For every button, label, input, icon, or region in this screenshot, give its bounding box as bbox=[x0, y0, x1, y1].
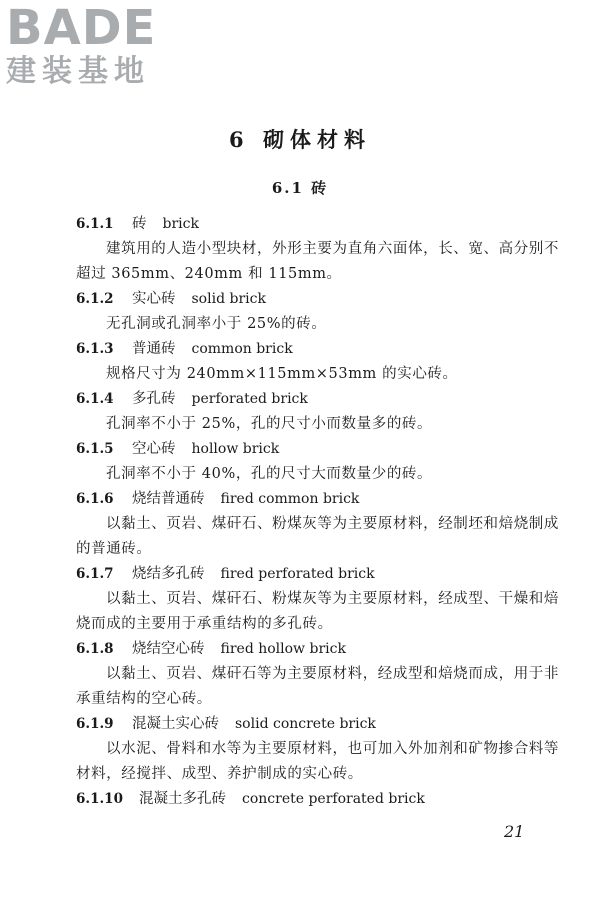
entry-term-english: solid brick bbox=[191, 291, 266, 307]
entry-term: 烧结普通砖 bbox=[132, 491, 205, 507]
glossary-entry bbox=[0, 787, 600, 812]
entry-header bbox=[0, 787, 600, 812]
entry-term-english: brick bbox=[162, 216, 199, 232]
entry-term: 烧结多孔砖 bbox=[132, 566, 205, 582]
glossary-entry bbox=[0, 212, 600, 287]
entry-definition: 以黏土、页岩、煤矸石、粉煤灰等为主要原材料，经制坯和焙烧制成的普通砖。 bbox=[76, 516, 559, 557]
entry-definition: 孔洞率不小于 25%，孔的尺寸小而数量多的砖。 bbox=[106, 416, 433, 432]
entry-term-english: fired hollow brick bbox=[220, 641, 346, 657]
entry-number: 6.1.8 bbox=[76, 641, 114, 657]
entry-header bbox=[0, 337, 600, 362]
entry-number: 6.1.1 bbox=[76, 216, 114, 232]
entry-number: 6.1.3 bbox=[76, 341, 114, 357]
entry-term: 多孔砖 bbox=[132, 391, 176, 407]
entry-term: 砖 bbox=[132, 216, 147, 232]
entry-definition: 建筑用的人造小型块材，外形主要为直角六面体，长、宽、高分别不超过 365mm、240mm 和 115mm。 bbox=[76, 241, 559, 282]
glossary-entry bbox=[0, 487, 600, 562]
entry-term-english: fired common brick bbox=[220, 491, 360, 507]
entry-header bbox=[0, 712, 600, 737]
entry-header bbox=[0, 387, 600, 412]
glossary-entry bbox=[0, 287, 600, 337]
section-title: 6.1 砖 bbox=[271, 179, 329, 197]
glossary-entry bbox=[0, 562, 600, 637]
entry-term: 烧结空心砖 bbox=[132, 641, 205, 657]
entry-header bbox=[0, 287, 600, 312]
glossary-entry bbox=[0, 712, 600, 787]
entry-number: 6.1.7 bbox=[76, 566, 114, 582]
entry-definition: 规格尺寸为 240mm×115mm×53mm 的实心砖。 bbox=[106, 366, 458, 382]
logo-wordmark: BADE bbox=[6, 0, 157, 56]
entry-number: 6.1.5 bbox=[76, 441, 114, 457]
entry-header bbox=[0, 637, 600, 662]
glossary-entry bbox=[0, 437, 600, 487]
entry-term: 普通砖 bbox=[132, 341, 176, 357]
page-number: 21 bbox=[504, 822, 525, 841]
entry-term-english: fired perforated brick bbox=[220, 566, 375, 582]
entry-term-english: concrete perforated brick bbox=[242, 791, 425, 807]
entry-definition: 以黏土、页岩、煤矸石、粉煤灰等为主要原材料，经成型、干燥和焙烧而成的主要用于承重结构的多孔砖。 bbox=[76, 591, 559, 632]
glossary-entry bbox=[0, 387, 600, 437]
glossary-entry bbox=[0, 637, 600, 712]
entry-term: 混凝土实心砖 bbox=[132, 716, 219, 732]
entry-header bbox=[0, 437, 600, 462]
entry-number: 6.1.10 bbox=[76, 791, 123, 807]
logo-subtitle: 建装基地 bbox=[6, 54, 150, 89]
entry-number: 6.1.4 bbox=[76, 391, 114, 407]
entry-header bbox=[0, 212, 600, 237]
entry-term-english: perforated brick bbox=[191, 391, 308, 407]
entry-number: 6.1.6 bbox=[76, 491, 114, 507]
entry-definition: 以水泥、骨料和水等为主要原材料，也可加入外加剂和矿物掺合料等材料，经搅拌、成型、养护制成的实心砖。 bbox=[76, 741, 559, 782]
entry-number: 6.1.2 bbox=[76, 291, 114, 307]
entry-term-english: solid concrete brick bbox=[235, 716, 376, 732]
entry-term: 实心砖 bbox=[132, 291, 176, 307]
entry-header bbox=[0, 487, 600, 512]
entry-definition: 以黏土、页岩、煤矸石等为主要原材料，经成型和焙烧而成，用于非承重结构的空心砖。 bbox=[76, 666, 559, 707]
entry-definition: 无孔洞或孔洞率小于 25%的砖。 bbox=[106, 316, 327, 332]
glossary-entry bbox=[0, 337, 600, 387]
chapter-title: 6 砌体材料 bbox=[229, 127, 371, 152]
entry-term-english: common brick bbox=[191, 341, 293, 357]
entry-term: 混凝土多孔砖 bbox=[139, 791, 226, 807]
glossary-entries bbox=[0, 212, 600, 812]
entry-term-english: hollow brick bbox=[191, 441, 280, 457]
watermark-logo bbox=[6, 0, 157, 90]
entry-number: 6.1.9 bbox=[76, 716, 114, 732]
entry-definition: 孔洞率不小于 40%，孔的尺寸大而数量少的砖。 bbox=[106, 466, 433, 482]
entry-term: 空心砖 bbox=[132, 441, 176, 457]
entry-header bbox=[0, 562, 600, 587]
